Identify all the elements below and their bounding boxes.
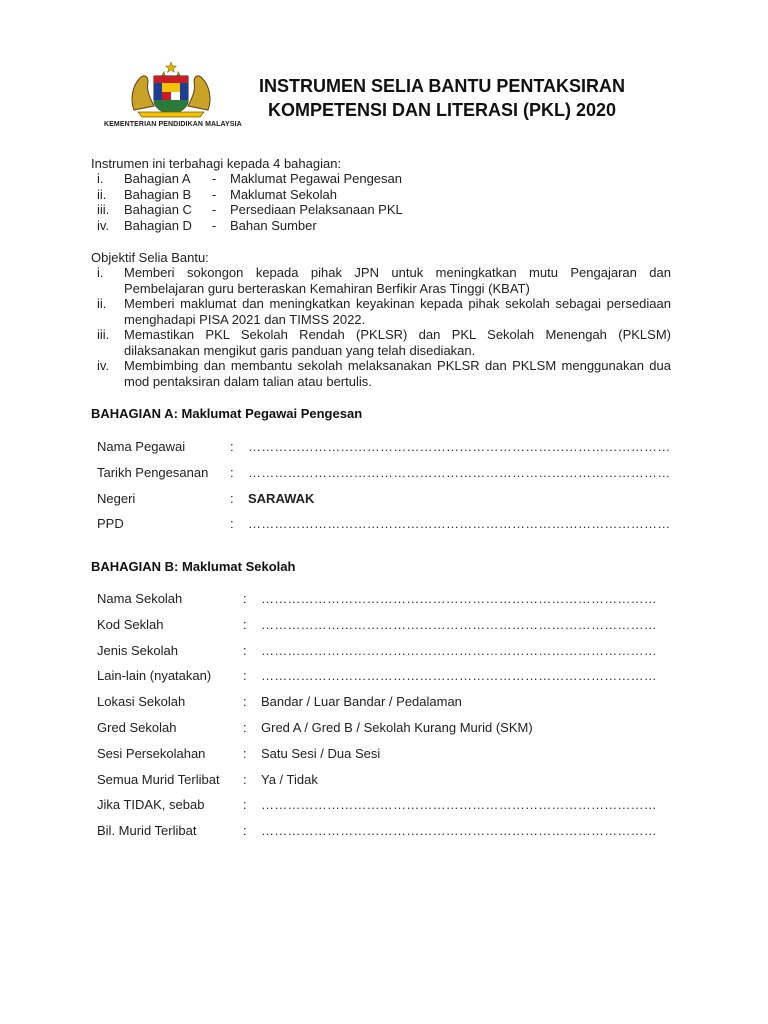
field-label: Jenis Sekolah (97, 642, 178, 658)
field-label: Bil. Murid Terlibat (97, 823, 197, 839)
form-row (97, 772, 677, 798)
field-label: Lain-lain (nyatakan) (97, 668, 212, 684)
field-colon: : (243, 616, 247, 632)
list-item (91, 296, 671, 327)
form-row (97, 720, 677, 746)
field-colon: : (243, 642, 247, 658)
section-b-title: BAHAGIAN B: Maklumat Sekolah (91, 559, 296, 574)
field-colon: : (230, 439, 234, 454)
objective-number: iv. (97, 358, 110, 373)
field-colon: : (243, 745, 247, 761)
field-colon: : (230, 464, 234, 480)
sesi-persekolahan-options[interactable]: Satu Sesi / Dua Sesi (261, 745, 381, 761)
part-number: iii. (97, 202, 110, 217)
objective-text: Memberi sokongon kepada pihak JPN untuk meningkatkan mutu Pengajaran dan Pembelajaran guru berteraskan Kemahiran Berfikir Aras Tinggi (KBAT) (124, 265, 671, 296)
list-item (91, 218, 671, 234)
objective-number: i. (97, 265, 104, 280)
section-a-form (97, 439, 677, 542)
objective-number: iii. (97, 327, 110, 342)
field-label: PPD (97, 516, 124, 532)
field-label: Tarikh Pengesanan (97, 464, 209, 480)
kod-sekolah-field[interactable]: ……………………………………………………………………………… (261, 616, 657, 632)
field-colon: : (243, 823, 247, 839)
field-label: Semua Murid Terlibat (97, 771, 220, 787)
form-row (97, 823, 677, 849)
objective-text: Memastikan PKL Sekolah Rendah (PKLSR) dan PKL Sekolah Menengah (PKLSM) dilaksanakan mengikut garis panduan yang telah disediakan. (124, 327, 671, 358)
list-item (91, 265, 671, 296)
part-dash: - (212, 202, 217, 217)
ppd-field[interactable]: …………………………………………………………………………………… (248, 516, 671, 532)
part-dash: - (212, 171, 217, 186)
title-line-1: INSTRUMEN SELIA BANTU PENTAKSIRAN (258, 76, 625, 96)
gred-sekolah-options[interactable]: Gred A / Gred B / Sekolah Kurang Murid (SKM) (261, 719, 533, 735)
field-label: Lokasi Sekolah (97, 694, 186, 710)
title-line-2: KOMPETENSI DAN LITERASI (PKL) 2020 (267, 100, 617, 120)
bil-murid-field[interactable]: ……………………………………………………………………………… (261, 823, 657, 839)
part-number: iv. (97, 217, 110, 233)
part-number: i. (97, 171, 104, 186)
field-label: Kod Seklah (97, 616, 164, 632)
objective-number: ii. (97, 296, 107, 311)
form-row (97, 617, 677, 643)
part-description: Maklumat Pegawai Pengesan (230, 171, 402, 186)
part-description: Persediaan Pelaksanaan PKL (230, 202, 403, 217)
objectives-heading: Objektif Selia Bantu: (91, 250, 209, 265)
intro-text: Instrumen ini terbahagi kepada 4 bahagian: (91, 156, 342, 171)
malaysia-coat-of-arms-icon (128, 60, 214, 118)
tarikh-pengesanan-field[interactable]: …………………………………………………………………………………… (248, 464, 671, 480)
parts-list (91, 171, 671, 233)
ministry-name: KEMENTERIAN PENDIDIKAN MALAYSIA (104, 121, 242, 128)
field-label: Nama Sekolah (97, 591, 183, 606)
section-a-title: BAHAGIAN A: Maklumat Pegawai Pengesan (91, 406, 363, 421)
form-row (97, 668, 677, 694)
form-row (97, 643, 677, 669)
form-row (97, 465, 677, 491)
part-label: Bahagian D (124, 217, 192, 233)
form-row (97, 591, 677, 617)
part-description: Maklumat Sekolah (230, 186, 337, 202)
list-item (91, 187, 671, 203)
form-row (97, 694, 677, 720)
form-row (97, 491, 677, 517)
list-item (91, 171, 671, 187)
lain-lain-field[interactable]: ……………………………………………………………………………… (261, 668, 657, 684)
form-row (97, 439, 677, 465)
list-item (91, 358, 671, 389)
field-colon: : (243, 668, 247, 684)
objective-text: Memberi maklumat dan meningkatkan keyakinan kepada pihak sekolah sebagai persediaan menghadapi PISA 2021 dan TIMSS 2022. (124, 296, 671, 327)
field-label: Negeri (97, 490, 136, 506)
field-label: Sesi Persekolahan (97, 745, 206, 761)
part-label: Bahagian A (124, 171, 191, 186)
part-label: Bahagian B (124, 186, 192, 202)
field-colon: : (243, 694, 247, 710)
part-dash: - (212, 186, 217, 202)
list-item (91, 327, 671, 358)
field-colon: : (243, 771, 247, 787)
field-colon: : (243, 719, 247, 735)
part-number: ii. (97, 186, 107, 202)
field-colon: : (243, 591, 247, 606)
form-row (97, 797, 677, 823)
nama-pegawai-field[interactable]: …………………………………………………………………………………… (248, 439, 671, 454)
part-label: Bahagian C (124, 202, 192, 217)
list-item (91, 202, 671, 218)
field-label: Nama Pegawai (97, 439, 186, 454)
field-label: Gred Sekolah (97, 719, 177, 735)
field-colon: : (230, 490, 234, 506)
section-b-form (97, 591, 677, 849)
nama-sekolah-field[interactable]: ……………………………………………………………………………… (261, 591, 657, 606)
sebab-field[interactable]: ……………………………………………………………………………… (261, 797, 657, 813)
lokasi-sekolah-options[interactable]: Bandar / Luar Bandar / Pedalaman (261, 694, 462, 710)
part-description: Bahan Sumber (230, 217, 317, 233)
negeri-field[interactable]: SARAWAK (248, 490, 315, 506)
jenis-sekolah-field[interactable]: ……………………………………………………………………………… (261, 642, 657, 658)
part-dash: - (212, 217, 217, 233)
objectives-list (91, 265, 671, 389)
field-colon: : (243, 797, 247, 813)
form-row (97, 746, 677, 772)
page-title (222, 74, 662, 122)
field-colon: : (230, 516, 234, 532)
form-row (97, 516, 677, 542)
objective-text: Membimbing dan membantu sekolah melaksanakan PKLSR dan PKLSM menggunakan dua mod pentaksiran dalam talian atau bertulis. (124, 358, 671, 389)
field-label: Jika TIDAK, sebab (97, 797, 205, 813)
semua-murid-terlibat-options[interactable]: Ya / Tidak (261, 771, 318, 787)
